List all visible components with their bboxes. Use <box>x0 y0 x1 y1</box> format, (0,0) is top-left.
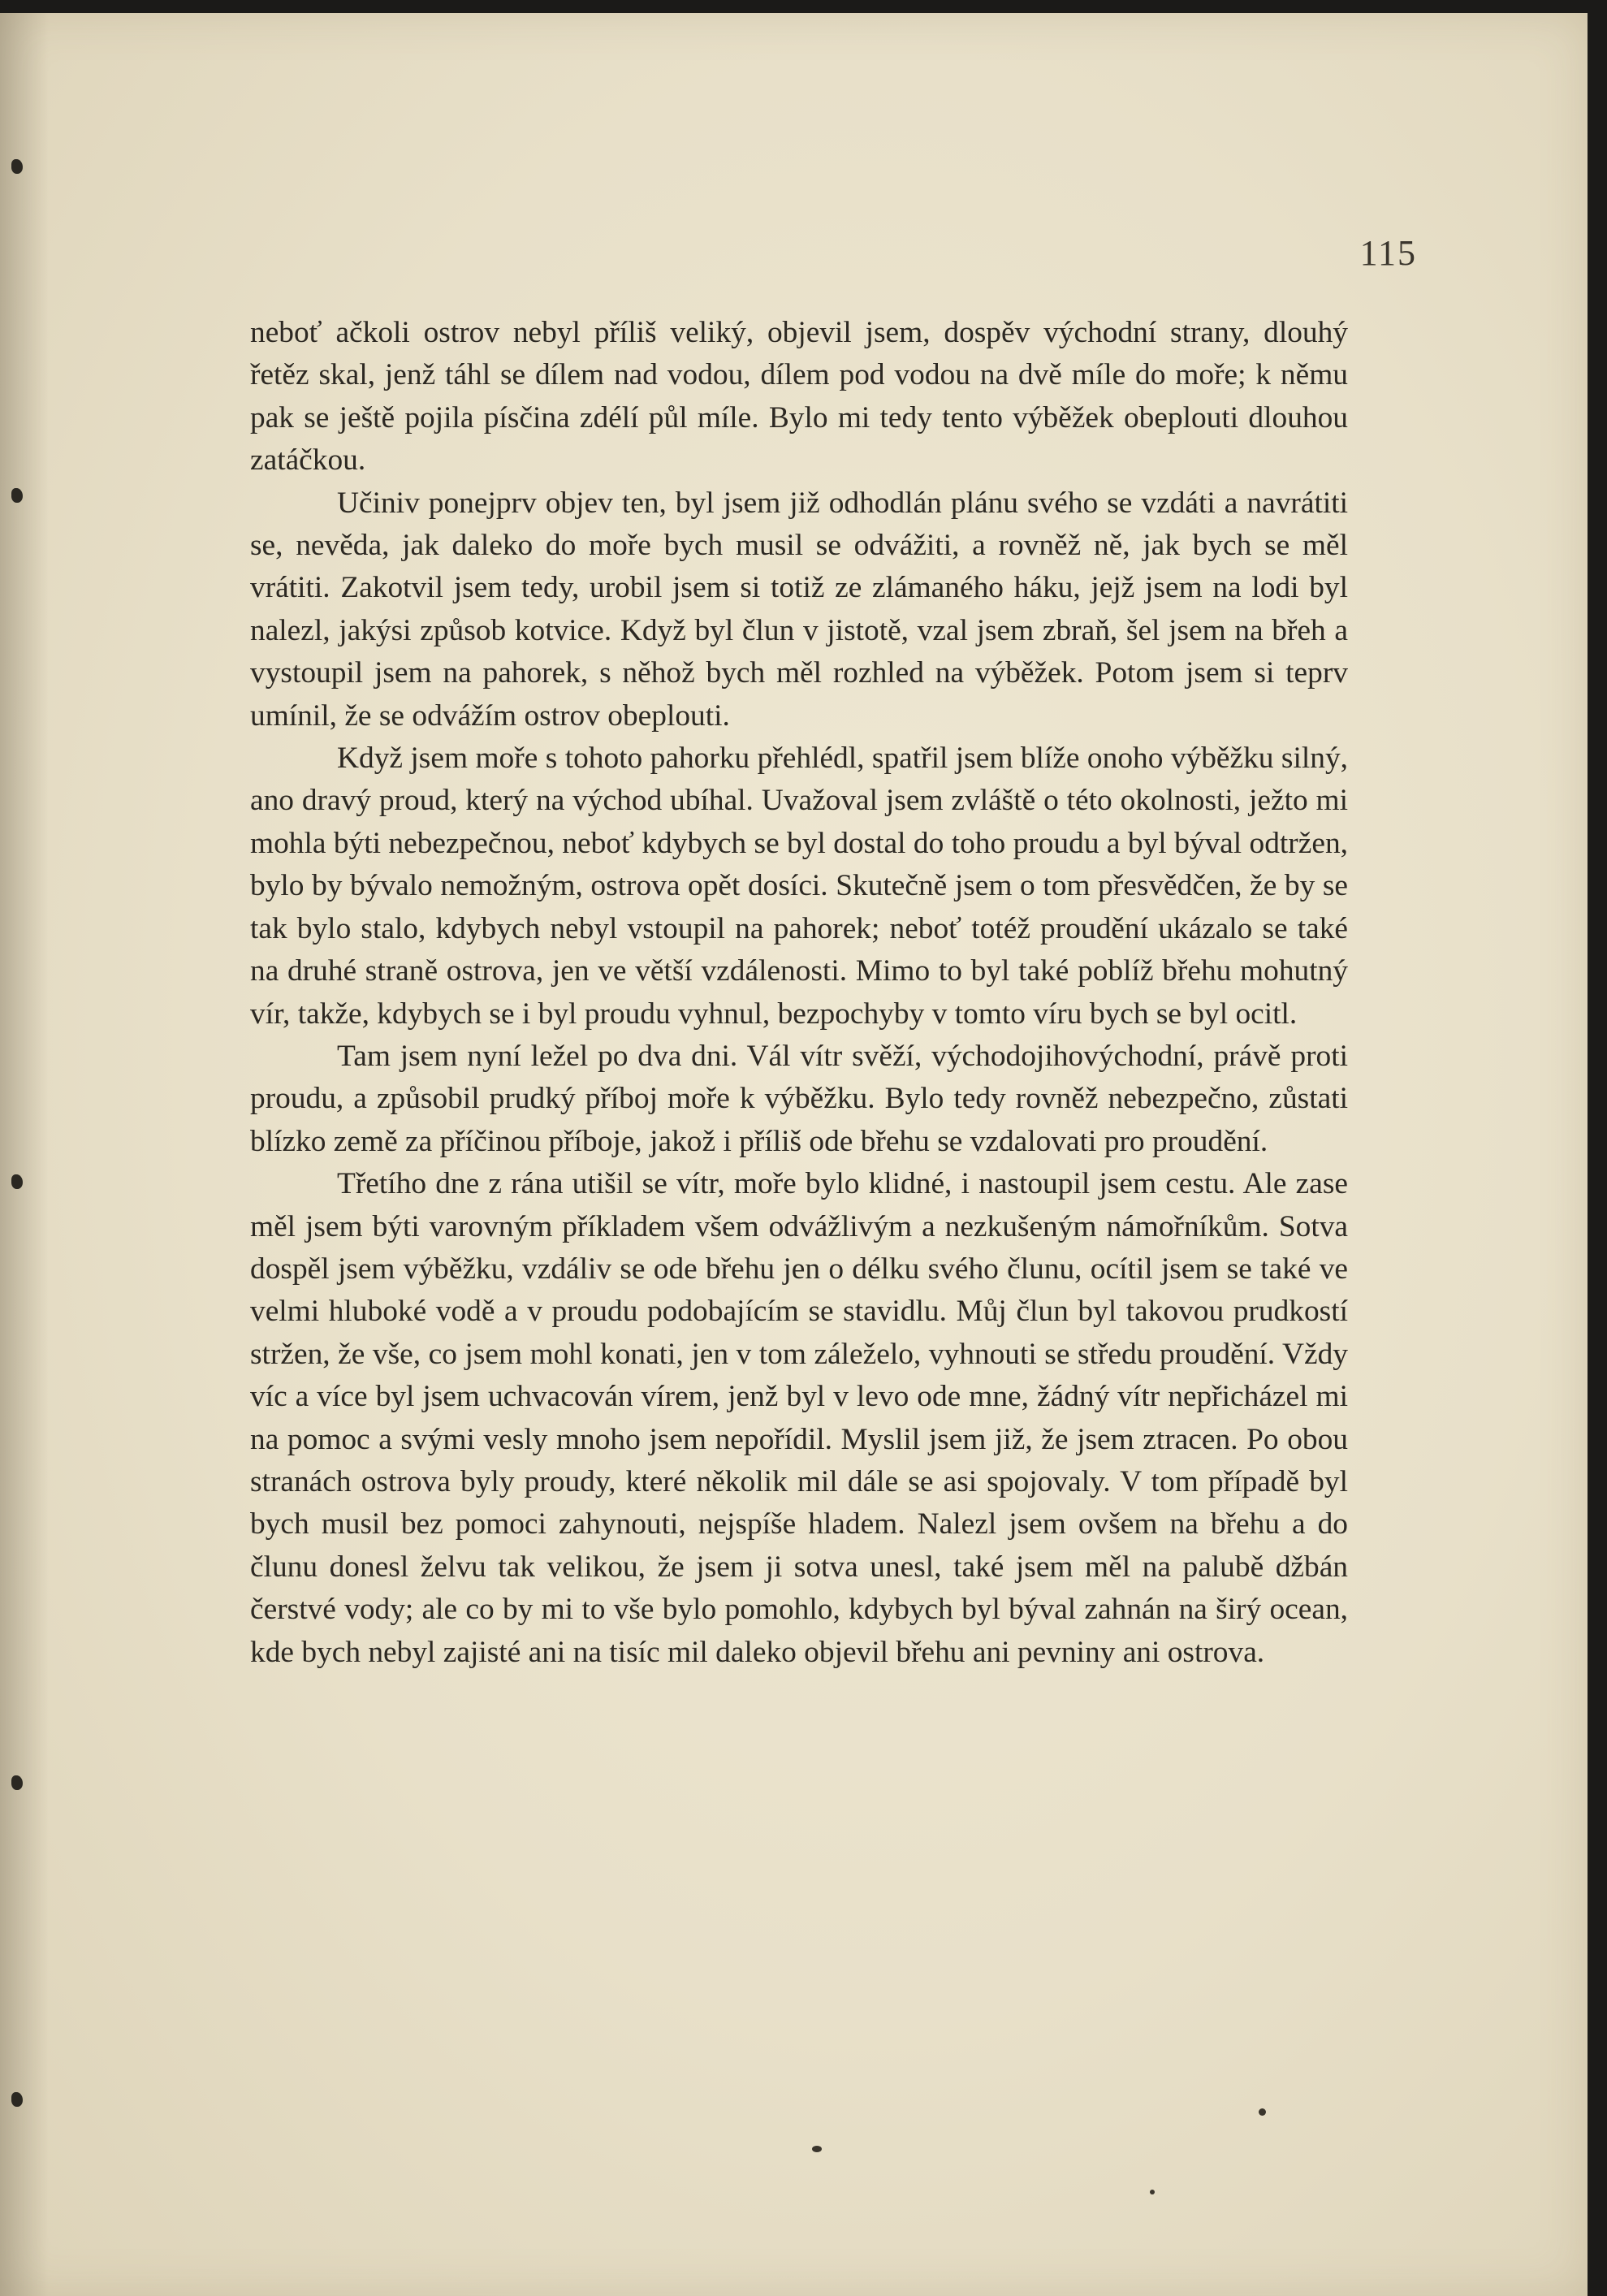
paragraph: Učiniv ponejprv objev ten, byl jsem již odhodlán plánu svého se vzdáti a navrátiti se, nevěda, jak daleko do moře bych musil se odvážiti, a rovněž ně, jak bych se měl vrátiti. Zakotvil jsem tedy, urobil jsem si totiž ze zlámaného háku, jejž jsem na lodi byl nalezl, jakýsi způsob kotvice. Když byl člun v jistotě, vzal jsem zbraň, šel jsem na břeh a vystoupil jsem na pahorek, s něhož bych měl rozhled na výběžek. Potom jsem si teprv umínil, že se odvážím ostrov obeplouti. <box>250 486 1348 733</box>
body-text <box>250 312 1348 1674</box>
paragraph: Když jsem moře s tohoto pahorku přehlédl, spatřil jsem blíže onoho výběžku silný, ano dravý proud, který na východ ubíhal. Uvažoval jsem zvláště o této okolnosti, ježto mi mohla býti nebezpečnou, neboť kdybych se byl dostal do toho proudu a byl býval odtržen, bylo by bývalo nemožným, ostrova opět dosíci. Skutečně jsem o tom přesvědčen, že by se tak bylo stalo, kdybych nebyl vstoupil na pahorek; neboť totéž proudění ukázalo se také na druhé straně ostrova, jen ve větší vzdálenosti. Mimo to byl také poblíž břehu mohutný vír, takže, kdybych se i byl proudu vyhnul, bezpochyby v tomto víru bych se byl ocitl. <box>250 742 1348 1031</box>
margin-ink-mark <box>11 159 23 174</box>
paragraph: Tam jsem nyní ležel po dva dni. Vál vítr svěží, východojihovýchodní, právě proti proudu, a způsobil prudký příboj moře k výběžku. Bylo tedy rovněž nebezpečno, zůstati blízko země za příčinou příboje, jakož i příliš ode břehu se vzdalovati pro proudění. <box>250 1039 1348 1158</box>
margin-ink-mark <box>11 1775 23 1790</box>
margin-ink-mark <box>11 2092 23 2107</box>
paper-speck <box>1259 2108 1266 2116</box>
paragraph: neboť ačkoli ostrov nebyl příliš veliký, objevil jsem, dospěv východní strany, dlouhý řetěz skal, jenž táhl se dílem nad vodou, dílem pod vodou na dvě míle do moře; k němu pak se ještě pojila písčina zdélí půl míle. Bylo mi tedy tento výběžek obeplouti dlouhou zatáčkou. <box>250 316 1348 478</box>
binding-shadow <box>0 13 49 2296</box>
paragraph: Třetího dne z rána utišil se vítr, moře bylo klidné, i nastoupil jsem cestu. Ale zase měl jsem býti varovným příkladem všem odvážlivým a nezkušeným námořníkům. Sotva dospěl jsem výběžku, vzdáliv se ode břehu jen o délku svého člunu, ocítil jsem se také ve velmi hluboké vodě a v proudu podobajícím se stavidlu. Můj člun byl takovou prudkostí stržen, že vše, co jsem mohl konati, jen v tom záleželo, vyhnouti se středu proudění. Vždy víc a více byl jsem uchvacován vírem, jenž byl v levo ode mne, žádný vítr nepřicházel mi na pomoc a svými vesly mnoho jsem nepořídil. Myslil jsem již, že jsem ztracen. Po obou stranách ostrova byly proudy, které několik mil dále se asi spojovaly. V tom případě byl bych musil bez pomoci zahynouti, nejspíše hladem. Nalezl jsem ovšem na břehu a do člunu donesl želvu tak velikou, že jsem ji sotva unesl, také jsem měl na palubě džbán čerstvé vody; ale co by mi to vše bylo pomohlo, kdybych byl býval zahnán na širý ocean, kde bych nebyl zajisté ani na tisíc mil daleko objevil břehu ani pevniny ani ostrova. <box>250 1167 1348 1669</box>
paper-speck <box>812 2146 822 2152</box>
paper-speck <box>1150 2190 1155 2194</box>
page-number: 115 <box>1359 233 1417 273</box>
margin-ink-mark <box>11 1174 23 1189</box>
margin-ink-mark <box>11 488 23 503</box>
book-page <box>0 13 1588 2296</box>
